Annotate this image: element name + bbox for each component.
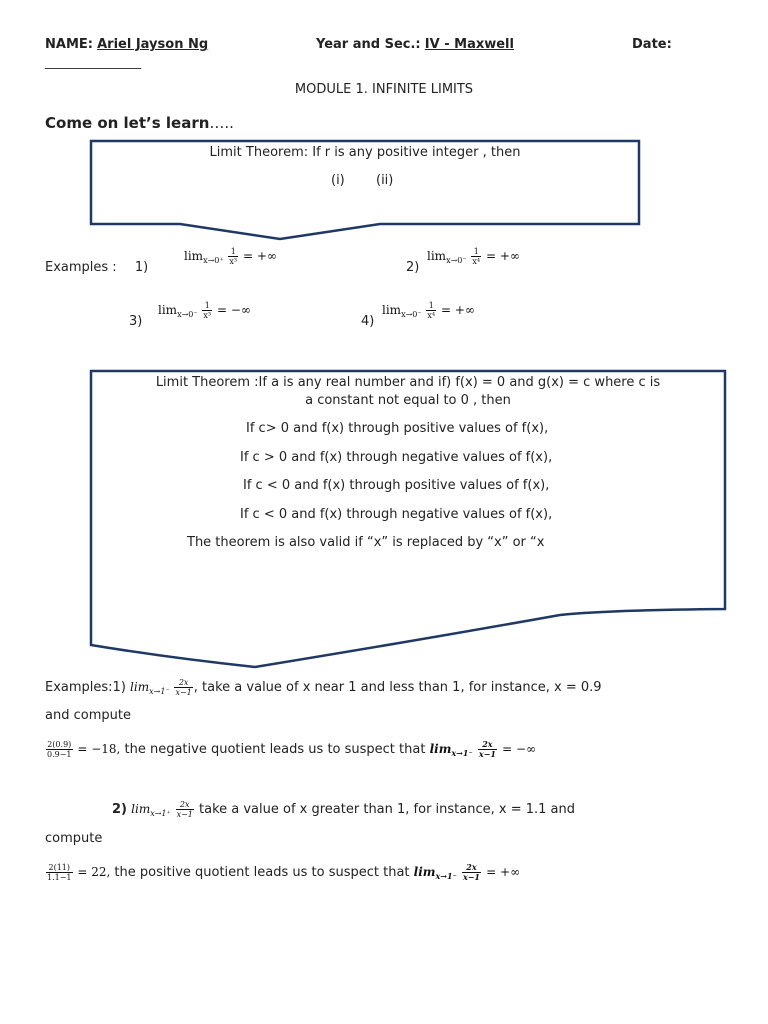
example-2-formula bbox=[427, 247, 520, 266]
lim: lim bbox=[158, 303, 178, 317]
frac-num: 1 bbox=[426, 301, 436, 311]
lim: lim bbox=[429, 742, 452, 756]
result: = +∞ bbox=[485, 249, 520, 263]
box2-note: The theorem is also valid if “x” is replaced by “x” or “x bbox=[187, 535, 545, 550]
frac-num: 2x bbox=[462, 863, 481, 873]
fraction bbox=[478, 740, 497, 759]
example2-1-continued: and compute bbox=[45, 708, 131, 723]
frac-den: x⁴ bbox=[427, 311, 436, 320]
frac-num: 2x bbox=[176, 800, 194, 810]
frac-num: 2x bbox=[174, 678, 192, 688]
fraction bbox=[462, 863, 481, 882]
date-label: Date: bbox=[632, 37, 672, 52]
lim-sub: x→1⁺ bbox=[150, 809, 171, 818]
frac-num: 1 bbox=[202, 301, 212, 311]
lim: lim bbox=[382, 303, 402, 317]
box1-theorem: Limit Theorem: If r is any positive integer , then bbox=[209, 145, 521, 160]
frac-num: 2(0.9) bbox=[47, 740, 72, 749]
frac-den: 1.1−1 bbox=[47, 873, 72, 882]
fraction bbox=[202, 301, 212, 320]
box2-case-2: If c > 0 and f(x) through negative values of f(x), bbox=[240, 450, 553, 465]
lim-sub: x→1⁻ bbox=[451, 748, 473, 758]
name-label: NAME: bbox=[45, 37, 93, 52]
year-value: IV - Maxwell bbox=[424, 37, 514, 52]
fraction bbox=[46, 863, 73, 882]
example-3-number: 3) bbox=[129, 314, 143, 329]
module-title: MODULE 1. INFINITE LIMITS bbox=[294, 82, 474, 97]
calc1-lim bbox=[429, 739, 537, 759]
example2-2-formula bbox=[131, 800, 195, 819]
example2-1-text: , take a value of x near 1 and less than 1, for instance, x = 0.9 bbox=[193, 680, 602, 695]
frac-den: x³ bbox=[229, 257, 238, 266]
intro-lead: Come on let’s learn bbox=[45, 114, 210, 132]
examples-label-text: Examples : bbox=[45, 260, 117, 275]
fraction bbox=[228, 247, 238, 266]
calc2-result: = 22, bbox=[77, 865, 111, 879]
lim-sub: x→0⁺ bbox=[203, 256, 224, 265]
calc2-lim bbox=[413, 862, 521, 882]
year-label: Year and Sec.: bbox=[316, 37, 421, 52]
frac-num: 2x bbox=[478, 740, 497, 750]
example-4-number: 4) bbox=[361, 314, 375, 329]
lim: lim bbox=[413, 865, 436, 879]
fraction bbox=[46, 740, 73, 759]
box2-case-3: If c < 0 and f(x) through positive values of f(x), bbox=[243, 478, 550, 493]
frac-num: 1 bbox=[471, 247, 481, 257]
lim: lim bbox=[427, 249, 447, 263]
box2-case-4: If c < 0 and f(x) through negative values of f(x), bbox=[240, 507, 553, 522]
box1-part-ii: (ii) bbox=[376, 173, 394, 188]
lim: lim bbox=[184, 249, 204, 263]
calc1-result: = −18, bbox=[77, 742, 121, 756]
lim-sub: x→1⁻ bbox=[435, 871, 457, 881]
examples-label bbox=[45, 260, 148, 275]
result: = −∞ bbox=[216, 303, 251, 317]
calc2-final: = +∞ bbox=[486, 865, 521, 879]
example-1-number: 1) bbox=[134, 260, 149, 275]
calc2-formula bbox=[45, 863, 111, 882]
box2-theorem-line1: Limit Theorem :If a is any real number and if) f(x) = 0 and g(x) = c where c is bbox=[155, 375, 661, 390]
frac-den: x³ bbox=[203, 311, 212, 320]
frac-den: 0.9−1 bbox=[47, 750, 72, 759]
lim-sub: x→0⁻ bbox=[446, 256, 467, 265]
lim-sub: x→0⁻ bbox=[401, 310, 422, 319]
lim-sub: x→0⁻ bbox=[177, 310, 198, 319]
example2-2-continued: compute bbox=[45, 831, 103, 846]
example2-2-text: take a value of x greater than 1, for instance, x = 1.1 and bbox=[194, 802, 576, 817]
box1-part-i: (i) bbox=[331, 173, 345, 188]
calc2-line bbox=[45, 858, 520, 890]
frac-den: x−1 bbox=[462, 872, 480, 882]
frac-den: x−1 bbox=[478, 749, 496, 759]
fraction bbox=[174, 678, 192, 697]
frac-num: 2(11) bbox=[46, 863, 73, 873]
calc1-line bbox=[45, 735, 536, 767]
fraction bbox=[176, 800, 194, 819]
box2-theorem-line2: a constant not equal to 0 , then bbox=[305, 393, 511, 408]
result: = +∞ bbox=[440, 303, 475, 317]
result: = +∞ bbox=[242, 249, 277, 263]
example2-1-line bbox=[45, 673, 602, 706]
example2-2-line bbox=[112, 795, 575, 828]
lim: lim bbox=[130, 680, 150, 694]
fraction bbox=[426, 301, 436, 320]
frac-den: x⁴ bbox=[472, 257, 481, 266]
calc1-text: the negative quotient leads us to suspect that bbox=[120, 742, 430, 757]
example-3-formula bbox=[158, 301, 251, 320]
example2-2-prefix: 2) bbox=[112, 802, 127, 817]
example-2-number: 2) bbox=[406, 260, 420, 275]
lim-sub: x→1⁻ bbox=[149, 687, 170, 696]
fraction bbox=[471, 247, 481, 266]
intro-dots: ….. bbox=[209, 114, 234, 132]
example-4-formula bbox=[382, 301, 475, 320]
frac-num: 1 bbox=[228, 247, 238, 257]
frac-den: x−1 bbox=[175, 688, 192, 697]
calc2-text: the positive quotient leads us to suspect that bbox=[110, 865, 414, 880]
frac-den: x−1 bbox=[176, 810, 193, 819]
calc1-final: = −∞ bbox=[502, 742, 537, 756]
name-value: Ariel Jayson Ng bbox=[97, 37, 209, 52]
date-blank: ________________ bbox=[45, 55, 141, 69]
example2-1-prefix: Examples:1) bbox=[45, 680, 126, 695]
example-1-formula bbox=[184, 247, 277, 266]
calc1-formula bbox=[45, 740, 121, 759]
example2-1-formula bbox=[130, 678, 194, 697]
lim: lim bbox=[131, 802, 151, 816]
box2-case-1: If c> 0 and f(x) through positive values of f(x), bbox=[246, 421, 549, 436]
